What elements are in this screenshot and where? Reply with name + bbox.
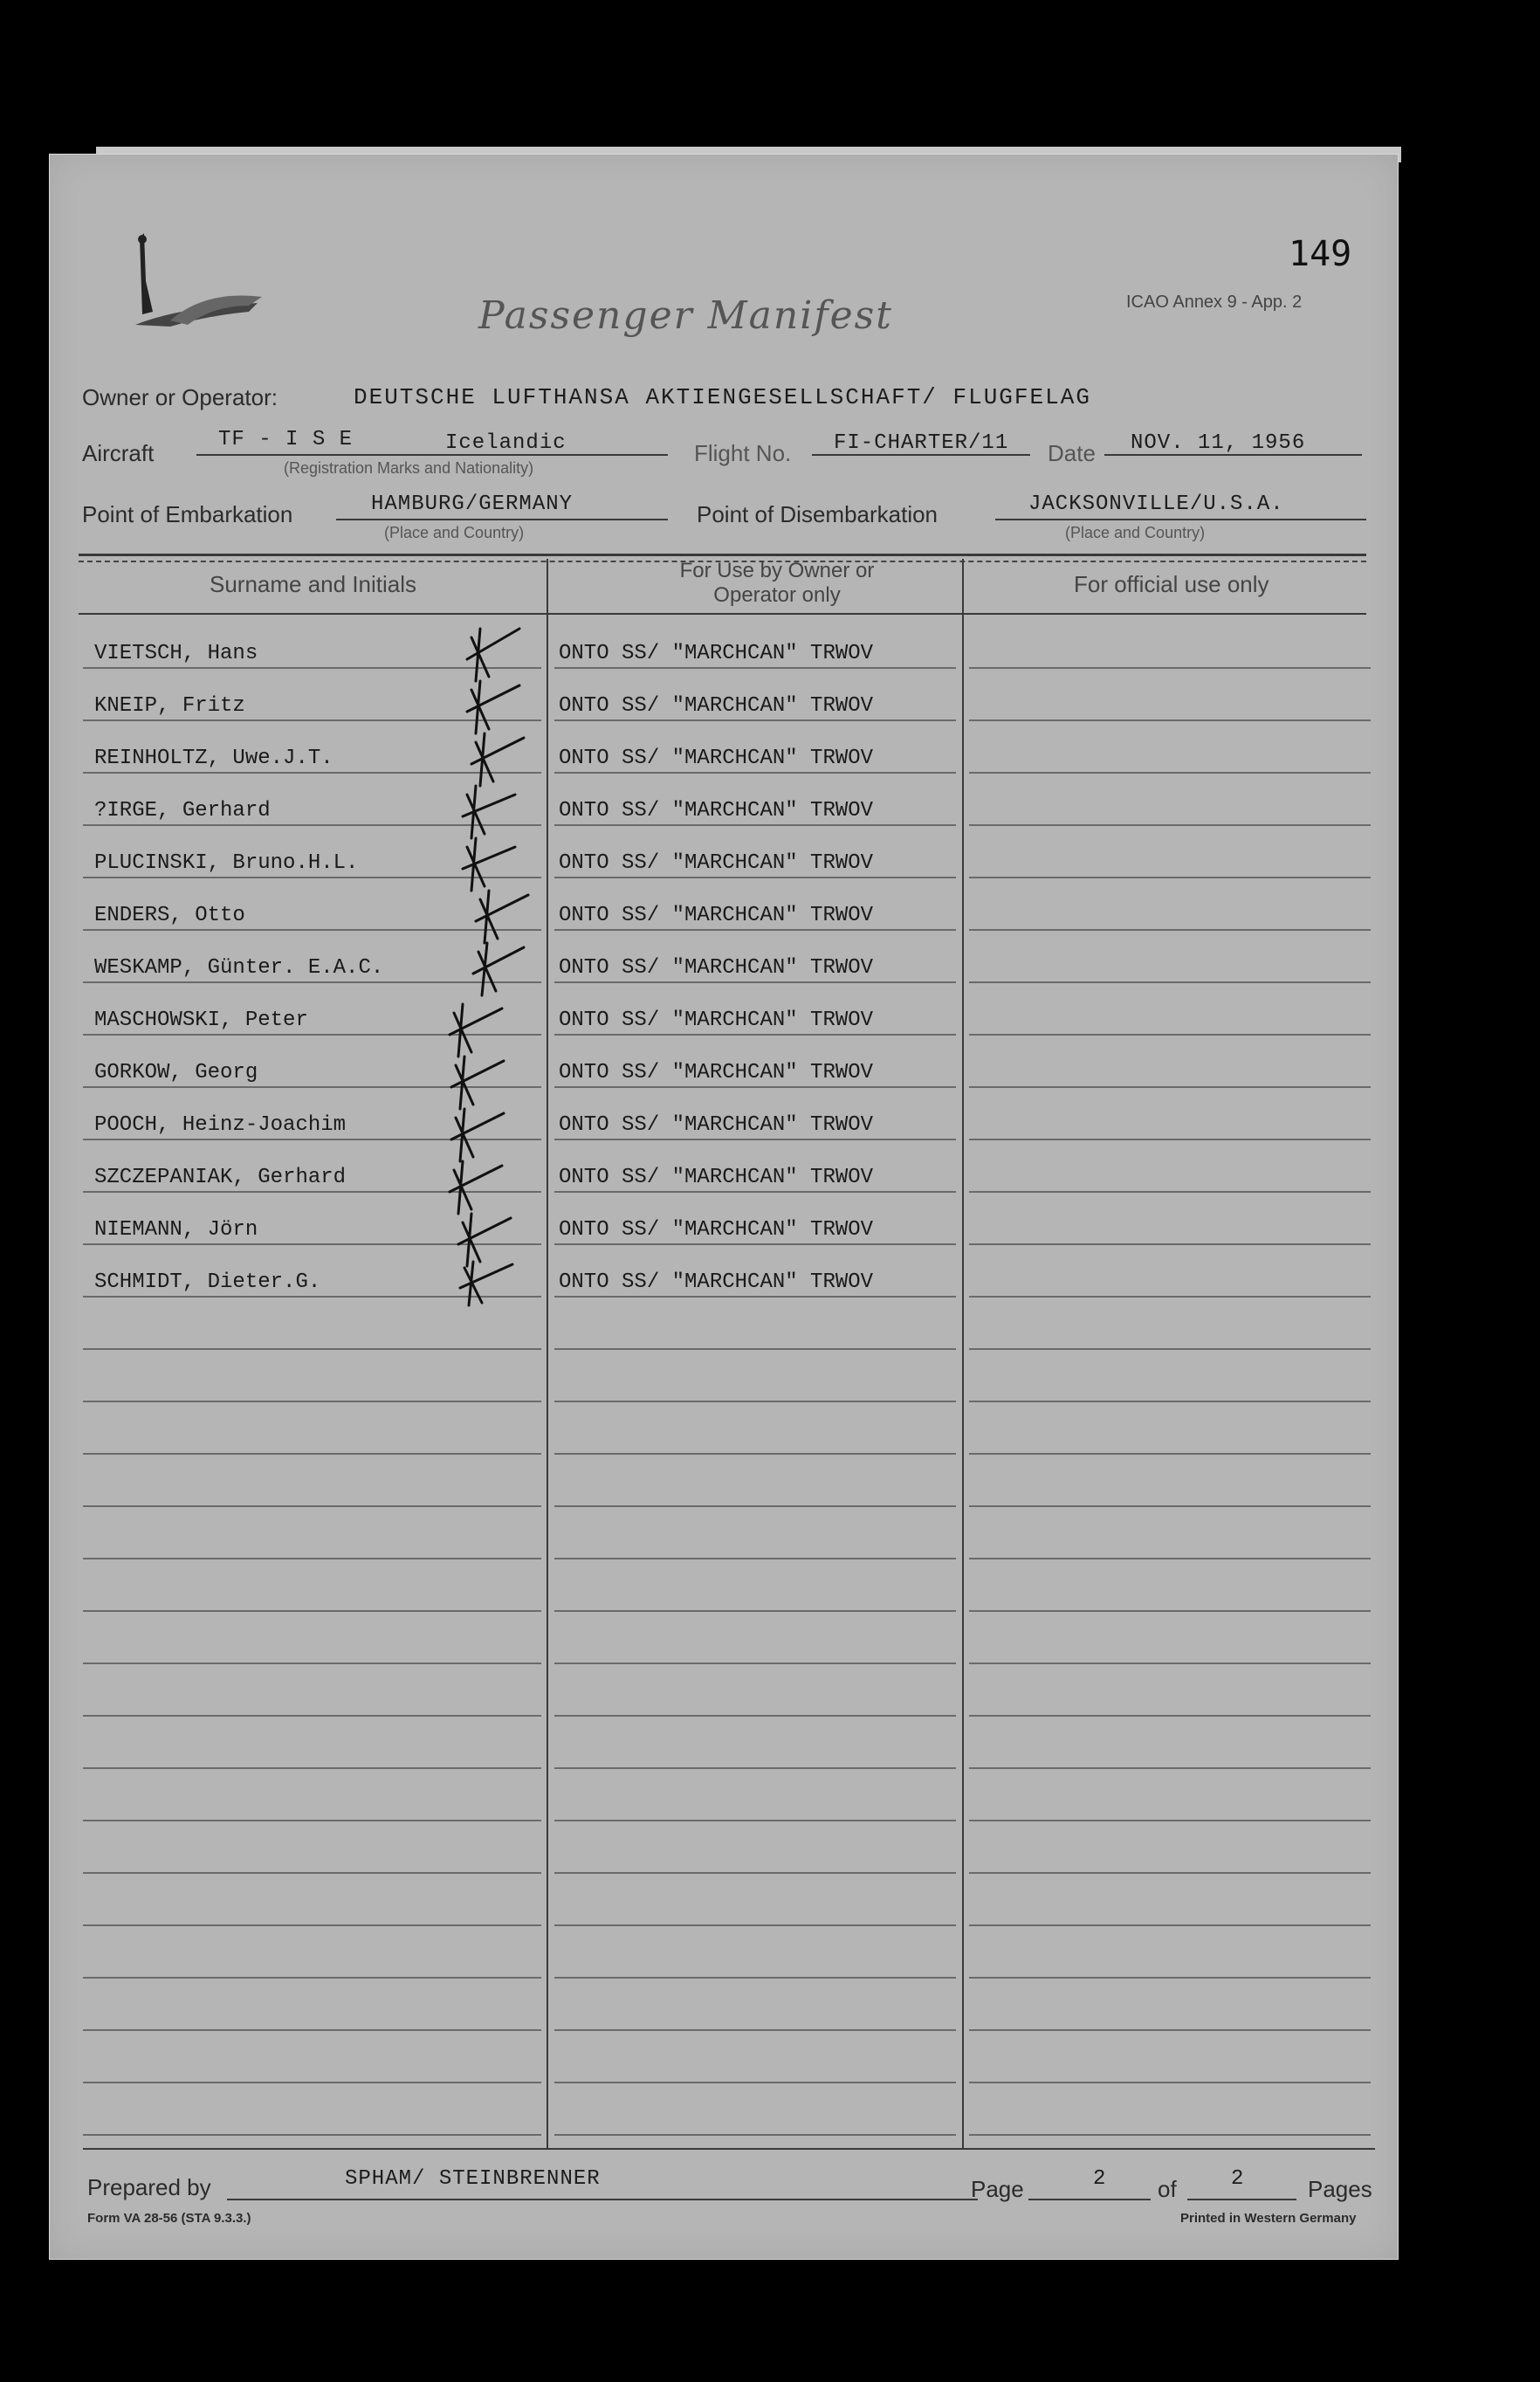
row-rule: [554, 1505, 956, 1507]
row-rule: [969, 1453, 1371, 1455]
aircraft-nationality: Icelandic: [445, 431, 567, 455]
row-rule: [554, 1924, 956, 1926]
row-rule: [554, 824, 956, 826]
row-rule: [969, 1558, 1371, 1559]
page-number: 149: [1289, 234, 1352, 274]
aircraft-label: Aircraft: [82, 440, 155, 466]
row-rule: [969, 1348, 1371, 1350]
row-rule: [83, 1453, 541, 1455]
row-rule: [83, 1715, 541, 1717]
row-rule: [554, 1715, 956, 1717]
row-rule: [969, 1401, 1371, 1402]
date-underline: [1104, 454, 1362, 456]
row-rule: [969, 1243, 1371, 1245]
row-rule: [554, 1191, 956, 1193]
row-rule: [969, 981, 1371, 983]
registration-caption: (Registration Marks and Nationality): [284, 459, 534, 477]
row-rule: [83, 1767, 541, 1769]
row-rule: [969, 1034, 1371, 1036]
row-rule: [969, 1191, 1371, 1193]
row-rule: [969, 1977, 1371, 1979]
row-rule: [554, 667, 956, 669]
row-rule: [554, 1558, 956, 1559]
passenger-name: WESKAMP, Günter. E.A.C.: [94, 956, 384, 980]
flight-value: FI-CHARTER/11: [834, 431, 1009, 455]
row-rule: [554, 1348, 956, 1350]
page-underline: [1028, 2199, 1151, 2200]
aircraft-underline: [196, 454, 668, 456]
row-rule: [554, 1767, 956, 1769]
row-rule: [969, 877, 1371, 878]
row-rule: [83, 1401, 541, 1402]
prepared-underline: [227, 2199, 978, 2200]
passenger-note: ONTO SS/ "MARCHCAN" TRWOV: [559, 1166, 874, 1189]
row-rule: [554, 929, 956, 931]
printed-in: Printed in Western Germany: [1180, 2211, 1357, 2226]
row-rule: [83, 1610, 541, 1612]
column-divider-2: [962, 559, 964, 2148]
row-rule: [969, 667, 1371, 669]
passenger-note: ONTO SS/ "MARCHCAN" TRWOV: [559, 1009, 874, 1032]
row-rule: [554, 2029, 956, 2031]
pages-label: Pages: [1308, 2176, 1372, 2202]
footer-top-line: [83, 2148, 1375, 2150]
passenger-note: ONTO SS/ "MARCHCAN" TRWOV: [559, 799, 874, 823]
of-label: of: [1158, 2176, 1177, 2202]
row-rule: [969, 1872, 1371, 1874]
place-caption-embarkation: (Place and Country): [384, 524, 525, 541]
row-rule: [83, 1977, 541, 1979]
row-rule: [969, 1139, 1371, 1140]
passenger-name: VIETSCH, Hans: [94, 642, 258, 665]
passenger-note: ONTO SS/ "MARCHCAN" TRWOV: [559, 747, 874, 770]
passenger-name: PLUCINSKI, Bruno.H.L.: [94, 851, 359, 875]
row-rule: [83, 1820, 541, 1821]
disembarkation-value: JACKSONVILLE/U.S.A.: [1028, 492, 1284, 516]
row-rule: [554, 1453, 956, 1455]
row-rule: [554, 1139, 956, 1140]
passenger-note: ONTO SS/ "MARCHCAN" TRWOV: [559, 642, 874, 665]
embarkation-value: HAMBURG/GERMANY: [371, 492, 574, 516]
page-value: 2: [1093, 2167, 1107, 2191]
row-rule: [554, 1296, 956, 1298]
crane-logo: [118, 229, 266, 342]
row-rule: [969, 1820, 1371, 1821]
passenger-note: ONTO SS/ "MARCHCAN" TRWOV: [559, 1113, 874, 1137]
passenger-name: SCHMIDT, Dieter.G.: [94, 1270, 321, 1294]
row-rule: [554, 1610, 956, 1612]
row-rule: [554, 772, 956, 774]
row-rule: [554, 1977, 956, 1979]
disembarkation-label: Point of Disembarkation: [697, 501, 938, 527]
owner-label: Owner or Operator:: [82, 384, 278, 410]
official-use-header: For official use only: [1074, 571, 1269, 597]
form-reference: Form VA 28-56 (STA 9.3.3.): [87, 2211, 251, 2226]
passenger-note: ONTO SS/ "MARCHCAN" TRWOV: [559, 851, 874, 875]
handwritten-check-marks: [437, 611, 541, 1310]
flight-label: Flight No.: [694, 440, 792, 466]
row-rule: [969, 719, 1371, 721]
row-rule: [969, 1296, 1371, 1298]
column-divider-1: [547, 559, 548, 2148]
disembarkation-underline: [995, 519, 1366, 520]
row-rule: [969, 772, 1371, 774]
header-bottom-line: [79, 613, 1366, 615]
page-label: Page: [971, 2176, 1024, 2202]
row-rule: [554, 1872, 956, 1874]
row-rule: [83, 2029, 541, 2031]
passenger-note: ONTO SS/ "MARCHCAN" TRWOV: [559, 1061, 874, 1084]
passenger-note: ONTO SS/ "MARCHCAN" TRWOV: [559, 956, 874, 980]
passenger-note: ONTO SS/ "MARCHCAN" TRWOV: [559, 694, 874, 718]
date-label: Date: [1048, 440, 1096, 466]
row-rule: [969, 1767, 1371, 1769]
surname-header: Surname and Initials: [210, 571, 417, 597]
row-rule: [969, 2134, 1371, 2136]
place-caption-disembarkation: (Place and Country): [1065, 524, 1206, 541]
row-rule: [969, 1924, 1371, 1926]
passenger-name: KNEIP, Fritz: [94, 694, 245, 718]
row-rule: [969, 1663, 1371, 1664]
row-rule: [83, 2082, 541, 2083]
aircraft-value: TF - I S E: [218, 428, 354, 451]
passenger-name: REINHOLTZ, Uwe.J.T.: [94, 747, 333, 770]
row-rule: [554, 719, 956, 721]
flight-underline: [812, 454, 1030, 456]
row-rule: [554, 981, 956, 983]
row-rule: [554, 877, 956, 878]
row-rule: [554, 1243, 956, 1245]
row-rule: [969, 1610, 1371, 1612]
row-rule: [83, 1558, 541, 1559]
table-top-line: [79, 554, 1366, 556]
row-rule: [969, 2029, 1371, 2031]
row-rule: [83, 1872, 541, 1874]
row-rule: [83, 2134, 541, 2136]
row-rule: [83, 1663, 541, 1664]
row-rule: [83, 1505, 541, 1507]
prepared-label: Prepared by: [87, 2174, 211, 2200]
owner-value: DEUTSCHE LUFTHANSA AKTIENGESELLSCHAFT/ FLUGFELAG: [354, 384, 1091, 410]
row-rule: [554, 1086, 956, 1088]
embarkation-underline: [336, 519, 668, 520]
passenger-name: ?IRGE, Gerhard: [94, 799, 271, 823]
passenger-note: ONTO SS/ "MARCHCAN" TRWOV: [559, 1270, 874, 1294]
passenger-name: NIEMANN, Jörn: [94, 1218, 258, 1242]
passenger-name: MASCHOWSKI, Peter: [94, 1009, 308, 1032]
of-value: 2: [1231, 2167, 1245, 2191]
annex-reference: ICAO Annex 9 - App. 2: [1126, 293, 1303, 312]
row-rule: [554, 1034, 956, 1036]
form-title: Passenger Manifest: [478, 293, 893, 338]
row-rule: [83, 1348, 541, 1350]
row-rule: [554, 2082, 956, 2083]
row-rule: [969, 824, 1371, 826]
passenger-name: ENDERS, Otto: [94, 904, 245, 927]
date-value: NOV. 11, 1956: [1131, 431, 1306, 455]
row-rule: [554, 1401, 956, 1402]
prepared-value: SPHAM/ STEINBRENNER: [345, 2167, 601, 2191]
manifest-sheet: [49, 154, 1399, 2260]
passenger-name: SZCZEPANIAK, Gerhard: [94, 1166, 347, 1189]
row-rule: [969, 1715, 1371, 1717]
passenger-name: POOCH, Heinz-Joachim: [94, 1113, 347, 1137]
row-rule: [969, 1505, 1371, 1507]
passenger-name: GORKOW, Georg: [94, 1061, 258, 1084]
row-rule: [554, 2134, 956, 2136]
embarkation-label: Point of Embarkation: [82, 501, 293, 527]
row-rule: [969, 2082, 1371, 2083]
of-underline: [1187, 2199, 1296, 2200]
row-rule: [554, 1663, 956, 1664]
passenger-note: ONTO SS/ "MARCHCAN" TRWOV: [559, 904, 874, 927]
row-rule: [83, 1924, 541, 1926]
owner-use-header: For Use by Owner or Operator only: [679, 559, 875, 607]
row-rule: [969, 1086, 1371, 1088]
passenger-note: ONTO SS/ "MARCHCAN" TRWOV: [559, 1218, 874, 1242]
row-rule: [969, 929, 1371, 931]
row-rule: [554, 1820, 956, 1821]
